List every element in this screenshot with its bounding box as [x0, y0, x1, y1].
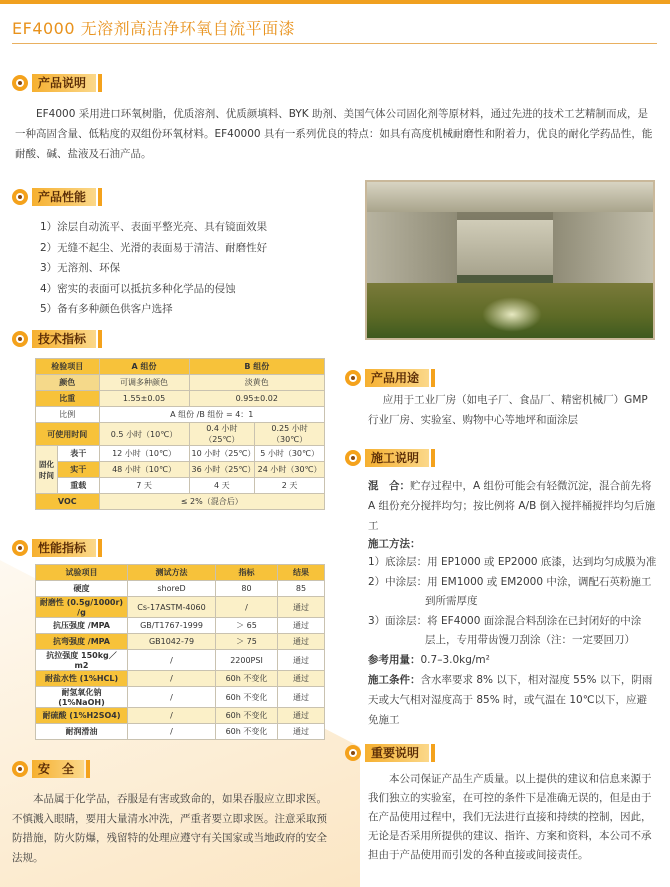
- section-header-properties: [12, 186, 102, 208]
- bullet-icon: [12, 331, 28, 347]
- table-row: 耐盐水性 (1%HCL) / 60h 不变化 通过: [36, 671, 325, 687]
- section-title: 性能指标: [32, 539, 96, 557]
- section-title: 重要说明: [365, 744, 429, 762]
- factory-floor-photo: [365, 180, 655, 340]
- dosage: 参考用量：0.7–3.0kg/m²: [368, 654, 490, 666]
- table-row: 比例 A 组份 /B 组份 = 4：1: [36, 407, 325, 423]
- table-row: 耐磨性 (0.5g/1000r) /g Cs-17ASTM-4060 / 通过: [36, 597, 325, 618]
- table-row: 重载 7 天 4 天 2 天: [36, 478, 325, 494]
- bullet-icon: [345, 450, 361, 466]
- table-row: VOC ≤ 2%（混合后）: [36, 494, 325, 510]
- bullet-icon: [12, 189, 28, 205]
- bullet-icon: [345, 370, 361, 386]
- table-row: 耐硫酸 (1%H2SO4) / 60h 不变化 通过: [36, 708, 325, 724]
- title-divider: [12, 43, 657, 44]
- bullet-icon: [12, 540, 28, 556]
- table-row: 抗拉强度 150kg／ m2 / 2200PSI 通过: [36, 650, 325, 671]
- bullet-icon: [12, 761, 28, 777]
- table-row: 耐润滑油 / 60h 不变化 通过: [36, 724, 325, 740]
- list-item: 4）密实的表面可以抵抗多种化学品的侵蚀: [40, 282, 236, 295]
- table-row: 耐氢氧化钠 (1%NaOH) / 60h 不变化 通过: [36, 687, 325, 708]
- step-3: 3）面涂层：将 EF4000 面涂混合料刮涂在已封闭好的中涂: [368, 615, 642, 627]
- step-3-cont: 层上，专用带齿馒刀刮涂（注：一定要回刀）: [425, 634, 635, 646]
- table-row: 抗弯强度 /MPA GB1042-79 ＞ 75 通过: [36, 634, 325, 650]
- section-header-performance: [12, 537, 102, 559]
- step-2-cont: 到所需厚度: [425, 595, 478, 607]
- usage-text: 应用于工业厂房（如电子厂、食品厂、精密机械厂）GMP 行业厂房、实验室、购物中心等地坪和面涂层: [368, 394, 648, 426]
- tech-spec-table: [35, 358, 325, 510]
- table-row: 实干 48 小时（10℃） 36 小时（25℃） 24 小时（30℃）: [36, 462, 325, 478]
- section-title: 产品用途: [365, 369, 429, 387]
- mix-text: 混 合：贮存过程中，A 组份可能会有轻微沉淀，混合前先将 A 组份充分搅拌均匀；按比例将 A/B 倒入搅拌桶搅拌均匀后施工: [368, 480, 656, 532]
- properties-list: [40, 217, 360, 320]
- table-row: 硬度 shoreD 80 85: [36, 581, 325, 597]
- page-title: EF4000 无溶剂高洁净环氧自流平面漆: [12, 19, 296, 38]
- process-label: 施工方法：: [368, 538, 421, 550]
- step-1: 1）底涂层：用 EP1000 或 EP2000 底漆，达到均匀成膜为准: [368, 556, 657, 568]
- table-row: 颜色 可调多种颜色 淡黄色: [36, 375, 325, 391]
- table-row: 可使用时间 0.5 小时（10℃） 0.4 小时（25℃） 0.25 小时（30℃）: [36, 423, 325, 446]
- section-header-product-desc: [12, 72, 102, 94]
- section-title: 安 全: [32, 760, 84, 778]
- list-item: 5）备有多种颜色供客户选择: [40, 303, 173, 315]
- section-header-construction: [345, 447, 435, 469]
- bullet-icon: [12, 75, 28, 91]
- step-2: 2）中涂层：用 EM1000 或 EM2000 中涂，调配石英粉施工: [368, 576, 652, 588]
- product-desc-text: EF4000 采用进口环氧树脂，优质溶剂、优质颜填料、BYK 助剂、美国气体公司固化剂等原材料，通过先进的技术工艺精制而成，是一种高固含量、低粘度的双组份环氧材料。EF40000 具有一系列优良的特点：如具有高度机械耐磨性和附着力，优良的耐化学药品性，能耐酸、碱、盐液及石油产品。: [15, 108, 653, 160]
- performance-table: [35, 564, 325, 740]
- conditions: 施工条件：含水率要求 8% 以下，相对湿度 55% 以下，阴雨天或大气相对湿度高于 85% 时，或气温在 10℃以下，应避免施工: [368, 674, 653, 726]
- notice-text: 本公司保证产品生产质量。以上提供的建议和信息来源于我们独立的实验室，在可控的条件下是准确无误的，但是由于在产品使用过程中，我们无法进行直接和持续的控制，因此，无论是否采用所提供的建议、指许、方案和资料，本公司不承担由于产品使用而引发的各种直接或间接责任。: [368, 773, 652, 861]
- section-header-notice: [345, 742, 435, 764]
- bullet-icon: [345, 745, 361, 761]
- section-header-safety: [12, 758, 90, 780]
- section-title: 施工说明: [365, 449, 429, 467]
- section-header-usage: [345, 367, 435, 389]
- table-row: 抗压强度 /MPA GB/T1767-1999 ＞ 65 通过: [36, 618, 325, 634]
- list-item: 2）无缝不起尘、光滑的表面易于清洁、耐磨性好: [40, 241, 268, 254]
- section-title: 产品性能: [32, 188, 96, 206]
- table-row: 比重 1.55±0.05 0.95±0.02: [36, 391, 325, 407]
- list-item: 3）无溶剂、环保: [40, 262, 121, 274]
- section-header-tech: [12, 328, 102, 350]
- table-row: 固化时间 表干 12 小时（10℃） 10 小时（25℃） 5 小时（30℃）: [36, 446, 325, 462]
- section-title: 技术指标: [32, 330, 96, 348]
- table-row: 检验项目 A 组份 B 组份: [36, 359, 325, 375]
- list-item: 1）涂层自动流平、表面平整光亮、具有镜面效果: [40, 221, 268, 233]
- safety-text: 本品属于化学品，吞服是有害或致命的，如果吞服应立即求医。不慎溅入眼睛，要用大量清水冲洗，严重者要立即求医。注意采取预防措施，防火防爆，残留特的处理应遵守有关国家或当地政府的安全法规。: [12, 793, 327, 864]
- table-row: 试验项目 测试方法 指标 结果: [36, 565, 325, 581]
- top-accent-line: [0, 0, 670, 4]
- section-title: 产品说明: [32, 74, 96, 92]
